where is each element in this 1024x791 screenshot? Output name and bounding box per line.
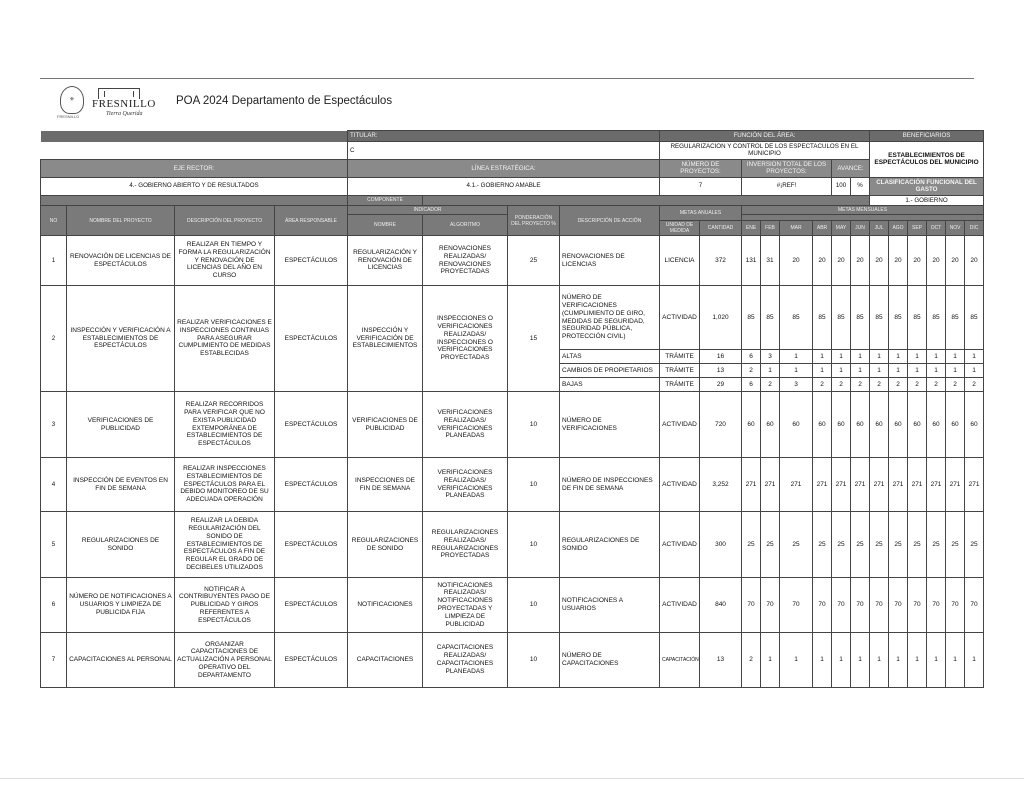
month-value: 1: [889, 364, 908, 378]
month-value: 1: [946, 633, 965, 688]
month-value: 85: [889, 286, 908, 350]
indicator-algorithm: RENOVACIONES REALIZADAS/ RENOVACIONES PROYECTADAS: [423, 236, 508, 286]
action-quantity: 13: [700, 364, 742, 378]
month-value: 20: [813, 236, 832, 286]
top-rule: [40, 78, 974, 79]
month-value: 2: [965, 378, 984, 392]
month-value: 25: [813, 512, 832, 578]
avance-unit: %: [851, 177, 870, 195]
month-value: 25: [908, 512, 927, 578]
col-ind-nombre: NOMBRE: [348, 215, 423, 236]
month-value: 1: [813, 364, 832, 378]
table-row: [41, 512, 984, 578]
month-value: 3: [761, 350, 780, 364]
col-indicador: INDICADOR: [348, 206, 508, 215]
project-weight: 10: [508, 512, 560, 578]
month-value: 85: [965, 286, 984, 350]
month-value: 2: [908, 378, 927, 392]
project-area: ESPECTÁCULOS: [275, 458, 348, 512]
action-description: NÚMERO DE INSPECCIONES DE FIN DE SEMANA: [560, 458, 660, 512]
action-description: NÚMERO DE CAPACITACIONES: [560, 633, 660, 688]
project-no: 2: [41, 286, 67, 392]
project-no: 1: [41, 236, 67, 286]
month-value: 271: [965, 458, 984, 512]
month-value: 1: [908, 350, 927, 364]
month-value: 25: [780, 512, 813, 578]
month-value: 2: [851, 378, 870, 392]
num-proyectos-label: NÚMERO DE PROYECTOS:: [660, 159, 742, 177]
indicator-name: INSPECCIONES DE FIN DE SEMANA: [348, 458, 423, 512]
col-month: AGO: [889, 221, 908, 236]
project-name: REGULARIZACIONES DE SONIDO: [67, 512, 175, 578]
project-description: REALIZAR EN TIEMPO Y FORMA LA REGULARIZACIÓN Y RENOVACIÓN DE LICENCIAS DEL AÑO EN CURSO: [175, 236, 275, 286]
month-value: 70: [965, 578, 984, 633]
month-value: 6: [742, 350, 761, 364]
col-area: ÁREA RESPONSABLE: [275, 206, 348, 236]
month-value: 271: [832, 458, 851, 512]
inversion-label: INVERSION TOTAL DE LOS PROYECTOS:: [742, 159, 832, 177]
action-quantity: 13: [700, 633, 742, 688]
month-value: 70: [832, 578, 851, 633]
month-value: 70: [761, 578, 780, 633]
indicator-algorithm: CAPACITACIONES REALIZADAS/ CAPACITACIONES PLANEADAS: [423, 633, 508, 688]
col-month: ENE: [742, 221, 761, 236]
project-weight: 10: [508, 578, 560, 633]
month-value: 1: [965, 364, 984, 378]
col-month: SEP: [908, 221, 927, 236]
col-cantidad: CANTIDAD: [700, 221, 742, 236]
col-month: MAY: [832, 221, 851, 236]
action-quantity: 840: [700, 578, 742, 633]
month-value: 1: [870, 633, 889, 688]
month-value: 85: [813, 286, 832, 350]
month-value: 60: [889, 392, 908, 458]
action-description: ALTAS: [560, 350, 660, 364]
fresnillo-logo-text: FRESNILLO: [92, 98, 156, 110]
action-quantity: 372: [700, 236, 742, 286]
month-value: 70: [780, 578, 813, 633]
indicator-algorithm: REGULARIZACIONES REALIZADAS/ REGULARIZACIONES PROYECTADAS: [423, 512, 508, 578]
month-value: 25: [965, 512, 984, 578]
clasificacion-value: 1.- GOBIERNO: [870, 195, 984, 205]
col-no: NO: [41, 206, 67, 236]
month-value: 3: [780, 378, 813, 392]
month-value: 20: [832, 236, 851, 286]
month-value: 1: [780, 633, 813, 688]
month-value: 271: [946, 458, 965, 512]
table-row: [41, 286, 984, 350]
month-value: 31: [761, 236, 780, 286]
linea-value: 4.1.- GOBIERNO AMABLE: [348, 177, 660, 195]
project-area: ESPECTÁCULOS: [275, 578, 348, 633]
month-value: 1: [889, 350, 908, 364]
col-month: FEB: [761, 221, 780, 236]
action-description: RENOVACIONES DE LICENCIAS: [560, 236, 660, 286]
month-value: 1: [946, 364, 965, 378]
month-value: 2: [870, 378, 889, 392]
indicator-name: REGULARIZACIONES DE SONIDO: [348, 512, 423, 578]
project-no: 3: [41, 392, 67, 458]
month-value: 20: [851, 236, 870, 286]
clasificacion-label: CLASIFICACIÓN FUNCIONAL DEL GASTO: [870, 177, 984, 195]
project-description: REALIZAR VERIFICACIONES E INSPECCIONES CONTINUAS PARA ASEGURAR CUMPLIMIENTO DE MEDIDAS ESTABLECIDAS: [175, 286, 275, 392]
month-value: 2: [761, 378, 780, 392]
month-value: 2: [742, 633, 761, 688]
month-value: 25: [946, 512, 965, 578]
project-weight: 15: [508, 286, 560, 392]
action-unit: CAPACITACIÓN: [660, 633, 700, 688]
month-value: 25: [761, 512, 780, 578]
municipal-seal-icon: ⚜: [60, 86, 84, 114]
project-no: 4: [41, 458, 67, 512]
indicator-algorithm: NOTIFICACIONES REALIZADAS/ NOTIFICACIONES PROYECTADAS Y LIMPIEZA DE PUBLICIDAD: [423, 578, 508, 633]
col-unidad: UNIDAD DE MEDIDA: [660, 221, 700, 236]
month-value: 60: [870, 392, 889, 458]
month-value: 1: [870, 364, 889, 378]
action-description: BAJAS: [560, 378, 660, 392]
month-value: 70: [742, 578, 761, 633]
project-area: ESPECTÁCULOS: [275, 236, 348, 286]
month-value: 85: [742, 286, 761, 350]
indicator-name: NOTIFICACIONES: [348, 578, 423, 633]
month-value: 20: [927, 236, 946, 286]
month-value: 70: [870, 578, 889, 633]
month-value: 70: [813, 578, 832, 633]
month-value: 85: [908, 286, 927, 350]
month-value: 1: [870, 350, 889, 364]
action-unit: LICENCIA: [660, 236, 700, 286]
month-value: 1: [946, 350, 965, 364]
action-quantity: 1,020: [700, 286, 742, 350]
month-value: 1: [851, 364, 870, 378]
month-value: 1: [927, 350, 946, 364]
month-value: 85: [832, 286, 851, 350]
month-value: 2: [927, 378, 946, 392]
month-value: 60: [946, 392, 965, 458]
action-description: NOTIFICACIONES A USUARIOS: [560, 578, 660, 633]
col-actividad: DESCRIPCIÓN DE ACCIÓN: [560, 206, 660, 236]
indicator-name: VERIFICACIONES DE PUBLICIDAD: [348, 392, 423, 458]
month-value: 25: [832, 512, 851, 578]
month-value: 1: [832, 350, 851, 364]
month-value: 2: [946, 378, 965, 392]
col-metas-anuales: METAS ANUALES: [660, 206, 742, 221]
month-value: 1: [780, 364, 813, 378]
month-value: 271: [889, 458, 908, 512]
action-quantity: 300: [700, 512, 742, 578]
project-area: ESPECTÁCULOS: [275, 286, 348, 392]
table-row: [41, 392, 984, 458]
month-value: 1: [927, 633, 946, 688]
month-value: 85: [946, 286, 965, 350]
eje-value: 4.- GOBIERNO ABIERTO Y DE RESULTADOS: [41, 177, 348, 195]
action-description: NÚMERO DE VERIFICACIONES (CUMPLIMIENTO DE GIRO, MEDIDAS DE SEGURIDAD, SEGURIDAD PÚBLICA, PROTECCIÓN CIVIL): [560, 286, 660, 350]
componente-label: COMPONENTE: [348, 195, 423, 205]
action-description: REGULARIZACIONES DE SONIDO: [560, 512, 660, 578]
project-description: REALIZAR INSPECCIONES ESTABLECIMIENTOS DE ESPECTÁCULOS PARA EL DEBIDO MONITOREO DE SU ADECUADA OPERACIÓN: [175, 458, 275, 512]
month-value: 1: [832, 364, 851, 378]
month-value: 271: [761, 458, 780, 512]
table-row: [41, 236, 984, 286]
month-value: 271: [851, 458, 870, 512]
table-row: [41, 633, 984, 688]
project-area: ESPECTÁCULOS: [275, 633, 348, 688]
month-value: 20: [870, 236, 889, 286]
month-value: 25: [927, 512, 946, 578]
titular-value: C: [348, 142, 660, 160]
project-no: 6: [41, 578, 67, 633]
action-quantity: 720: [700, 392, 742, 458]
month-value: 25: [742, 512, 761, 578]
project-no: 7: [41, 633, 67, 688]
project-name: VERIFICACIONES DE PUBLICIDAD: [67, 392, 175, 458]
beneficiarios-label: BENEFICIARIOS: [870, 131, 984, 142]
month-value: 85: [927, 286, 946, 350]
month-value: 1: [908, 364, 927, 378]
month-value: 20: [908, 236, 927, 286]
indicator-name: CAPACITACIONES: [348, 633, 423, 688]
month-value: 70: [908, 578, 927, 633]
month-value: 1: [965, 350, 984, 364]
num-proyectos-value: 7: [660, 177, 742, 195]
project-name: INSPECCIÓN Y VERIFICACIÓN A ESTABLECIMIENTOS DE ESPECTÁCULOS: [67, 286, 175, 392]
month-value: 25: [870, 512, 889, 578]
month-value: 70: [946, 578, 965, 633]
eje-label: EJE RECTOR:: [41, 159, 348, 177]
col-month: MAR: [780, 221, 813, 236]
project-description: ORGANIZAR CAPACITACIONES DE ACTUALIZACIÓN A PERSONAL OPERATIVO DEL DEPARTAMENTO: [175, 633, 275, 688]
month-value: 271: [927, 458, 946, 512]
month-value: 60: [761, 392, 780, 458]
month-value: 60: [742, 392, 761, 458]
action-unit: TRÁMITE: [660, 350, 700, 364]
month-value: 60: [780, 392, 813, 458]
month-value: 1: [908, 633, 927, 688]
action-quantity: 3,252: [700, 458, 742, 512]
col-descripcion: DESCRIPCIÓN DEL PROYECTO: [175, 206, 275, 236]
project-name: CAPACITACIONES AL PERSONAL: [67, 633, 175, 688]
header-logos: [57, 86, 170, 124]
action-unit: ACTIVIDAD: [660, 286, 700, 350]
funcion-label: FUNCIÓN DEL ÁREA:: [660, 131, 870, 142]
fresnillo-logo-subtext: Tierra Querida: [106, 111, 143, 117]
poa-table: [40, 130, 984, 688]
action-unit: ACTIVIDAD: [660, 578, 700, 633]
project-weight: 10: [508, 392, 560, 458]
indicator-algorithm: INSPECCIONES O VERIFICACIONES REALIZADAS/ INSPECCIONES O VERIFICACIONES PROYECTADAS: [423, 286, 508, 392]
month-value: 85: [851, 286, 870, 350]
indicator-name: INSPECCIÓN Y VERIFICACIÓN DE ESTABLECIMIENTOS: [348, 286, 423, 392]
project-weight: 10: [508, 633, 560, 688]
indicator-algorithm: VERIFICACIONES REALIZADAS/ VERIFICACIONES PLANEADAS: [423, 458, 508, 512]
month-value: 60: [965, 392, 984, 458]
month-value: 1: [851, 633, 870, 688]
titular-spacer: [41, 142, 348, 160]
month-value: 271: [742, 458, 761, 512]
indicator-name: REGULARIZACIÓN Y RENOVACIÓN DE LICENCIAS: [348, 236, 423, 286]
month-value: 70: [851, 578, 870, 633]
month-value: 2: [742, 364, 761, 378]
info-blank: [41, 131, 348, 142]
month-value: 85: [870, 286, 889, 350]
project-description: NOTIFICAR A CONTRIBUYENTES PAGO DE PUBLICIDAD Y GIROS REFERENTES A ESPECTÁCULOS: [175, 578, 275, 633]
project-name: INSPECCIÓN DE EVENTOS EN FIN DE SEMANA: [67, 458, 175, 512]
linea-label: LÍNEA ESTRATÉGICA:: [348, 159, 660, 177]
action-description: NÚMERO DE VERIFICACIONES: [560, 392, 660, 458]
month-value: 60: [832, 392, 851, 458]
month-value: 85: [780, 286, 813, 350]
indicator-algorithm: VERIFICACIONES REALIZADAS/ VERIFICACIONES PLANEADAS: [423, 392, 508, 458]
page-bottom-rule: [0, 778, 1024, 779]
project-no: 5: [41, 512, 67, 578]
month-value: 1: [813, 633, 832, 688]
month-value: 271: [908, 458, 927, 512]
month-value: 271: [870, 458, 889, 512]
month-value: 20: [946, 236, 965, 286]
titular-label: TITULAR:: [348, 131, 660, 142]
project-area: ESPECTÁCULOS: [275, 512, 348, 578]
col-ind-algoritmo: ALGORITMO: [423, 215, 508, 236]
month-value: 60: [908, 392, 927, 458]
action-unit: ACTIVIDAD: [660, 512, 700, 578]
month-value: 25: [889, 512, 908, 578]
col-nombre: NOMBRE DEL PROYECTO: [67, 206, 175, 236]
month-value: 1: [965, 633, 984, 688]
month-value: 271: [813, 458, 832, 512]
month-value: 60: [851, 392, 870, 458]
month-value: 1: [832, 633, 851, 688]
action-quantity: 29: [700, 378, 742, 392]
month-value: 85: [761, 286, 780, 350]
month-value: 2: [813, 378, 832, 392]
month-value: 1: [780, 350, 813, 364]
month-value: 60: [813, 392, 832, 458]
componente-spacer-2: [423, 195, 870, 205]
col-month: JUL: [870, 221, 889, 236]
month-value: 271: [780, 458, 813, 512]
month-value: 1: [851, 350, 870, 364]
inversion-value: #¡REF!: [742, 177, 832, 195]
month-value: 20: [965, 236, 984, 286]
month-value: 60: [927, 392, 946, 458]
col-month: JUN: [851, 221, 870, 236]
month-value: 70: [927, 578, 946, 633]
action-unit: ACTIVIDAD: [660, 392, 700, 458]
month-value: 2: [889, 378, 908, 392]
month-value: 2: [832, 378, 851, 392]
action-unit: TRÁMITE: [660, 378, 700, 392]
month-value: 6: [742, 378, 761, 392]
month-value: 20: [889, 236, 908, 286]
action-unit: ACTIVIDAD: [660, 458, 700, 512]
project-name: NÚMERO DE NOTIFICACIONES A USUARIOS Y LIMPIEZA DE PUBLICIDA FIJA: [67, 578, 175, 633]
col-month: DIC: [965, 221, 984, 236]
project-weight: 10: [508, 458, 560, 512]
componente-spacer: [41, 195, 348, 205]
page-title: POA 2024 Departamento de Espectáculos: [176, 95, 393, 107]
month-value: 1: [813, 350, 832, 364]
action-quantity: 16: [700, 350, 742, 364]
project-description: REALIZAR RECORRIDOS PARA VERIFICAR QUE NO EXISTA PUBLICIDAD EXTEMPORÁNEA DE ESTABLECIMIENTOS DE ESPECTÁCULOS: [175, 392, 275, 458]
action-unit: TRÁMITE: [660, 364, 700, 378]
col-ponderacion: PONDERACIÓN DEL PROYECTO %: [508, 206, 560, 236]
table-row: [41, 458, 984, 512]
col-month: ABR: [813, 221, 832, 236]
month-value: 1: [889, 633, 908, 688]
funcion-value: REGULARIZACION Y CONTROL DE LOS ESPECTACULOS EN EL MUNICIPIO: [660, 142, 870, 160]
col-metas-mensuales: METAS MENSUALES: [742, 206, 984, 215]
month-value: 1: [761, 633, 780, 688]
table-row: [41, 578, 984, 633]
col-month: OCT: [927, 221, 946, 236]
seal-label: FRESNILLO: [57, 114, 80, 119]
project-weight: 25: [508, 236, 560, 286]
month-value: 1: [761, 364, 780, 378]
project-description: REALIZAR LA DEBIDA REGULARIZACIÓN DEL SONIDO DE ESTABLECIMIENTOS DE ESPECTÁCULOS A FIN DE REGULAR EL GRADO DE DECIBELES UTILIZADOS: [175, 512, 275, 578]
action-description: CAMBIOS DE PROPIETARIOS: [560, 364, 660, 378]
project-area: ESPECTÁCULOS: [275, 392, 348, 458]
month-value: 131: [742, 236, 761, 286]
avance-label: AVANCE:: [832, 159, 870, 177]
month-value: 20: [780, 236, 813, 286]
month-value: 70: [889, 578, 908, 633]
month-value: 25: [851, 512, 870, 578]
beneficiarios-value: ESTABLECIMIENTOS DE ESPECTÁCULOS DEL MUNICIPIO: [870, 142, 984, 178]
project-name: RENOVACIÓN DE LICENCIAS DE ESPECTÁCULOS: [67, 236, 175, 286]
month-value: 1: [927, 364, 946, 378]
col-month: NOV: [946, 221, 965, 236]
avance-value: 100: [832, 177, 851, 195]
